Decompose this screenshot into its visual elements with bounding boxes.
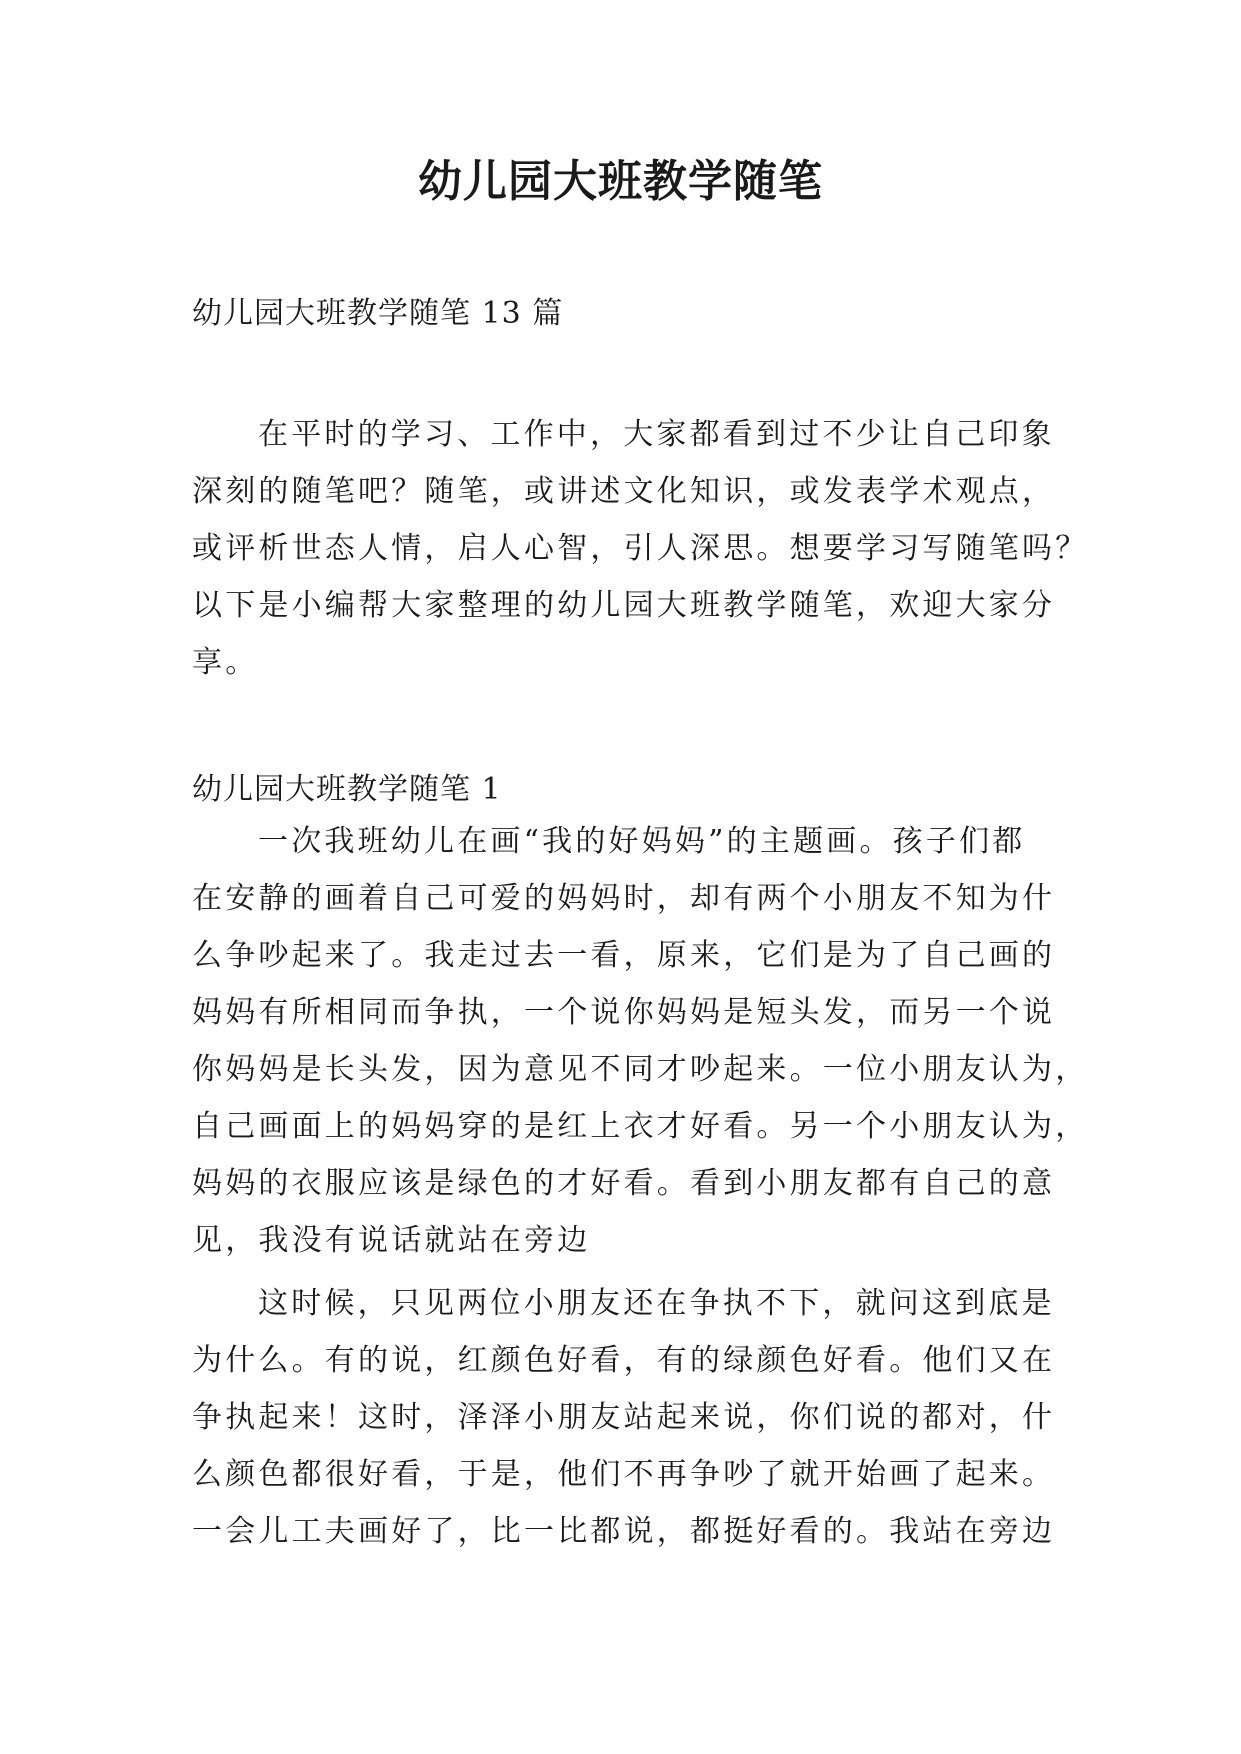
paragraph-line: 在安静的画着自己可爱的妈妈时，却有两个小朋友不知为什 bbox=[192, 881, 1056, 916]
paragraph-line: 你妈妈是长头发，因为意见不同才吵起来。一位小朋友认为， bbox=[192, 1052, 1089, 1087]
paragraph-line: 么颜色都很好看，于是，他们不再争吵了就开始画了起来。 bbox=[192, 1457, 1056, 1492]
section-heading: 幼儿园大班教学随笔 1 bbox=[192, 772, 502, 807]
paragraph-line: 妈妈的衣服应该是绿色的才好看。看到小朋友都有自己的意 bbox=[192, 1166, 1056, 1201]
intro-line: 享。 bbox=[192, 645, 259, 680]
intro-line: 以下是小编帮大家整理的幼儿园大班教学随笔，欢迎大家分 bbox=[192, 588, 1056, 623]
paragraph-line: 争执起来！这时，泽泽小朋友站起来说，你们说的都对，什 bbox=[192, 1400, 1056, 1435]
paragraph-line: 么争吵起来了。我走过去一看，原来，它们是为了自己画的 bbox=[192, 938, 1056, 973]
intro-line: 在平时的学习、工作中，大家都看到过不少让自己印象 bbox=[258, 417, 1055, 452]
document-title: 幼儿园大班教学随笔 bbox=[418, 156, 823, 207]
intro-paragraph bbox=[192, 406, 1089, 691]
body-paragraph-2 bbox=[192, 1275, 1062, 1560]
paragraph-line: 一次我班幼儿在画“我的好妈妈”的主题画。孩子们都 bbox=[258, 824, 1026, 859]
paragraph-line: 一会儿工夫画好了，比一比都说，都挺好看的。我站在旁边 bbox=[192, 1514, 1056, 1549]
paragraph-line: 为什么。有的说，红颜色好看，有的绿颜色好看。他们又在 bbox=[192, 1343, 1056, 1378]
intro-line: 或评析世态人情，启人心智，引人深思。想要学习写随笔吗？ bbox=[192, 531, 1089, 566]
paragraph-line: 这时候，只见两位小朋友还在争执不下，就问这到底是 bbox=[258, 1286, 1055, 1321]
paragraph-line: 见，我没有说话就站在旁边 bbox=[192, 1223, 591, 1258]
body-paragraph-1 bbox=[192, 813, 1089, 1269]
document-subtitle: 幼儿园大班教学随笔 13 篇 bbox=[192, 296, 564, 331]
intro-line: 深刻的随笔吧？随笔，或讲述文化知识，或发表学术观点， bbox=[192, 474, 1056, 509]
paragraph-line: 妈妈有所相同而争执，一个说你妈妈是短头发，而另一个说 bbox=[192, 995, 1056, 1030]
paragraph-line: 自己画面上的妈妈穿的是红上衣才好看。另一个小朋友认为， bbox=[192, 1109, 1089, 1144]
